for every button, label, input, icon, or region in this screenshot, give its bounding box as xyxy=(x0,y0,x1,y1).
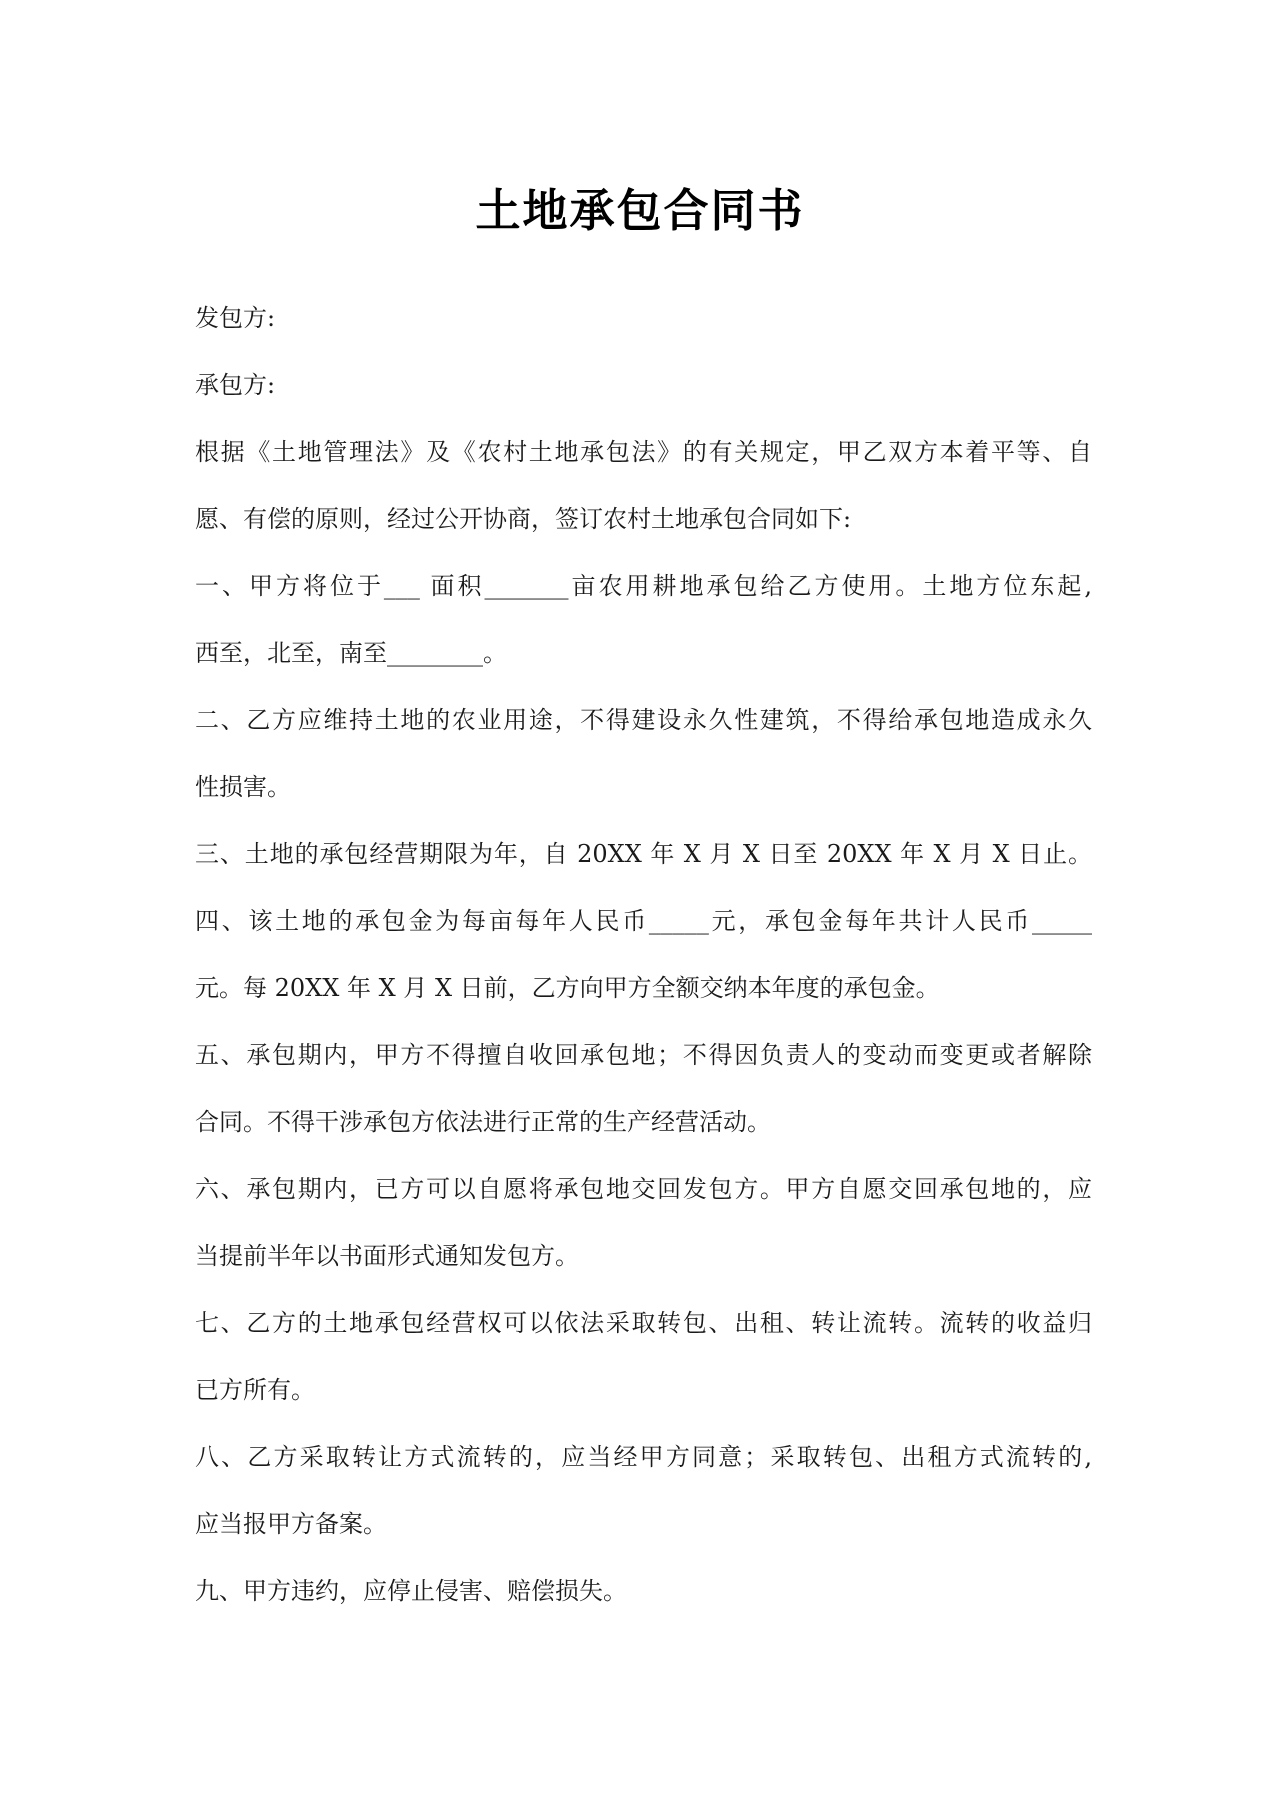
preamble-line-2: 愿、有偿的原则，经过公开协商，签订农村土地承包合同如下: xyxy=(195,505,852,533)
clause-8-line-2: 应当报甲方备案。 xyxy=(195,1510,387,1538)
clause-7-line-2: 已方所有。 xyxy=(195,1376,315,1404)
clause-9-line-1: 九、甲方违约，应停止侵害、赔偿损失。 xyxy=(195,1577,627,1605)
document-body xyxy=(195,285,1092,1625)
clause-4-line-2: 元。每 20XX 年 X 月 X 日前，乙方向甲方全额交纳本年度的承包金。 xyxy=(195,974,940,1002)
clause-6-line-2: 当提前半年以书面形式通知发包方。 xyxy=(195,1242,579,1270)
clause-2-line-2: 性损害。 xyxy=(195,773,291,801)
clause-2-line-1: 二、乙方应维持土地的农业用途，不得建设永久性建筑，不得给承包地造成永久 xyxy=(195,706,1092,734)
clause-1-line-2: 西至，北至，南至________。 xyxy=(195,639,507,667)
clause-5-line-1: 五、承包期内，甲方不得擅自收回承包地；不得因负责人的变动而变更或者解除 xyxy=(195,1041,1092,1069)
clause-3-line-1: 三、土地的承包经营期限为年，自 20XX 年 X 月 X 日至 20XX 年 X 月 X 日止。 xyxy=(195,840,1092,868)
clause-7-line-1: 七、乙方的土地承包经营权可以依法采取转包、出租、转让流转。流转的收益归 xyxy=(195,1309,1092,1337)
preamble-line-1: 根据《土地管理法》及《农村土地承包法》的有关规定，甲乙双方本着平等、自 xyxy=(195,438,1092,466)
contract-party-issuer: 发包方: xyxy=(195,304,276,332)
clause-1-line-1: 一、甲方将位于___ 面积_______亩农用耕地承包给乙方使用。土地方位东起, xyxy=(195,572,1092,600)
clause-8-line-1: 八、乙方采取转让方式流转的，应当经甲方同意；采取转包、出租方式流转的, xyxy=(195,1443,1092,1471)
contract-party-contractor: 承包方: xyxy=(195,371,276,399)
clause-5-line-2: 合同。不得干涉承包方依法进行正常的生产经营活动。 xyxy=(195,1108,771,1136)
clause-4-line-1: 四、该土地的承包金为每亩每年人民币_____元，承包金每年共计人民币_____ xyxy=(195,907,1092,935)
clause-6-line-1: 六、承包期内，已方可以自愿将承包地交回发包方。甲方自愿交回承包地的，应 xyxy=(195,1175,1092,1203)
document-title: 土地承包合同书 xyxy=(475,184,805,237)
